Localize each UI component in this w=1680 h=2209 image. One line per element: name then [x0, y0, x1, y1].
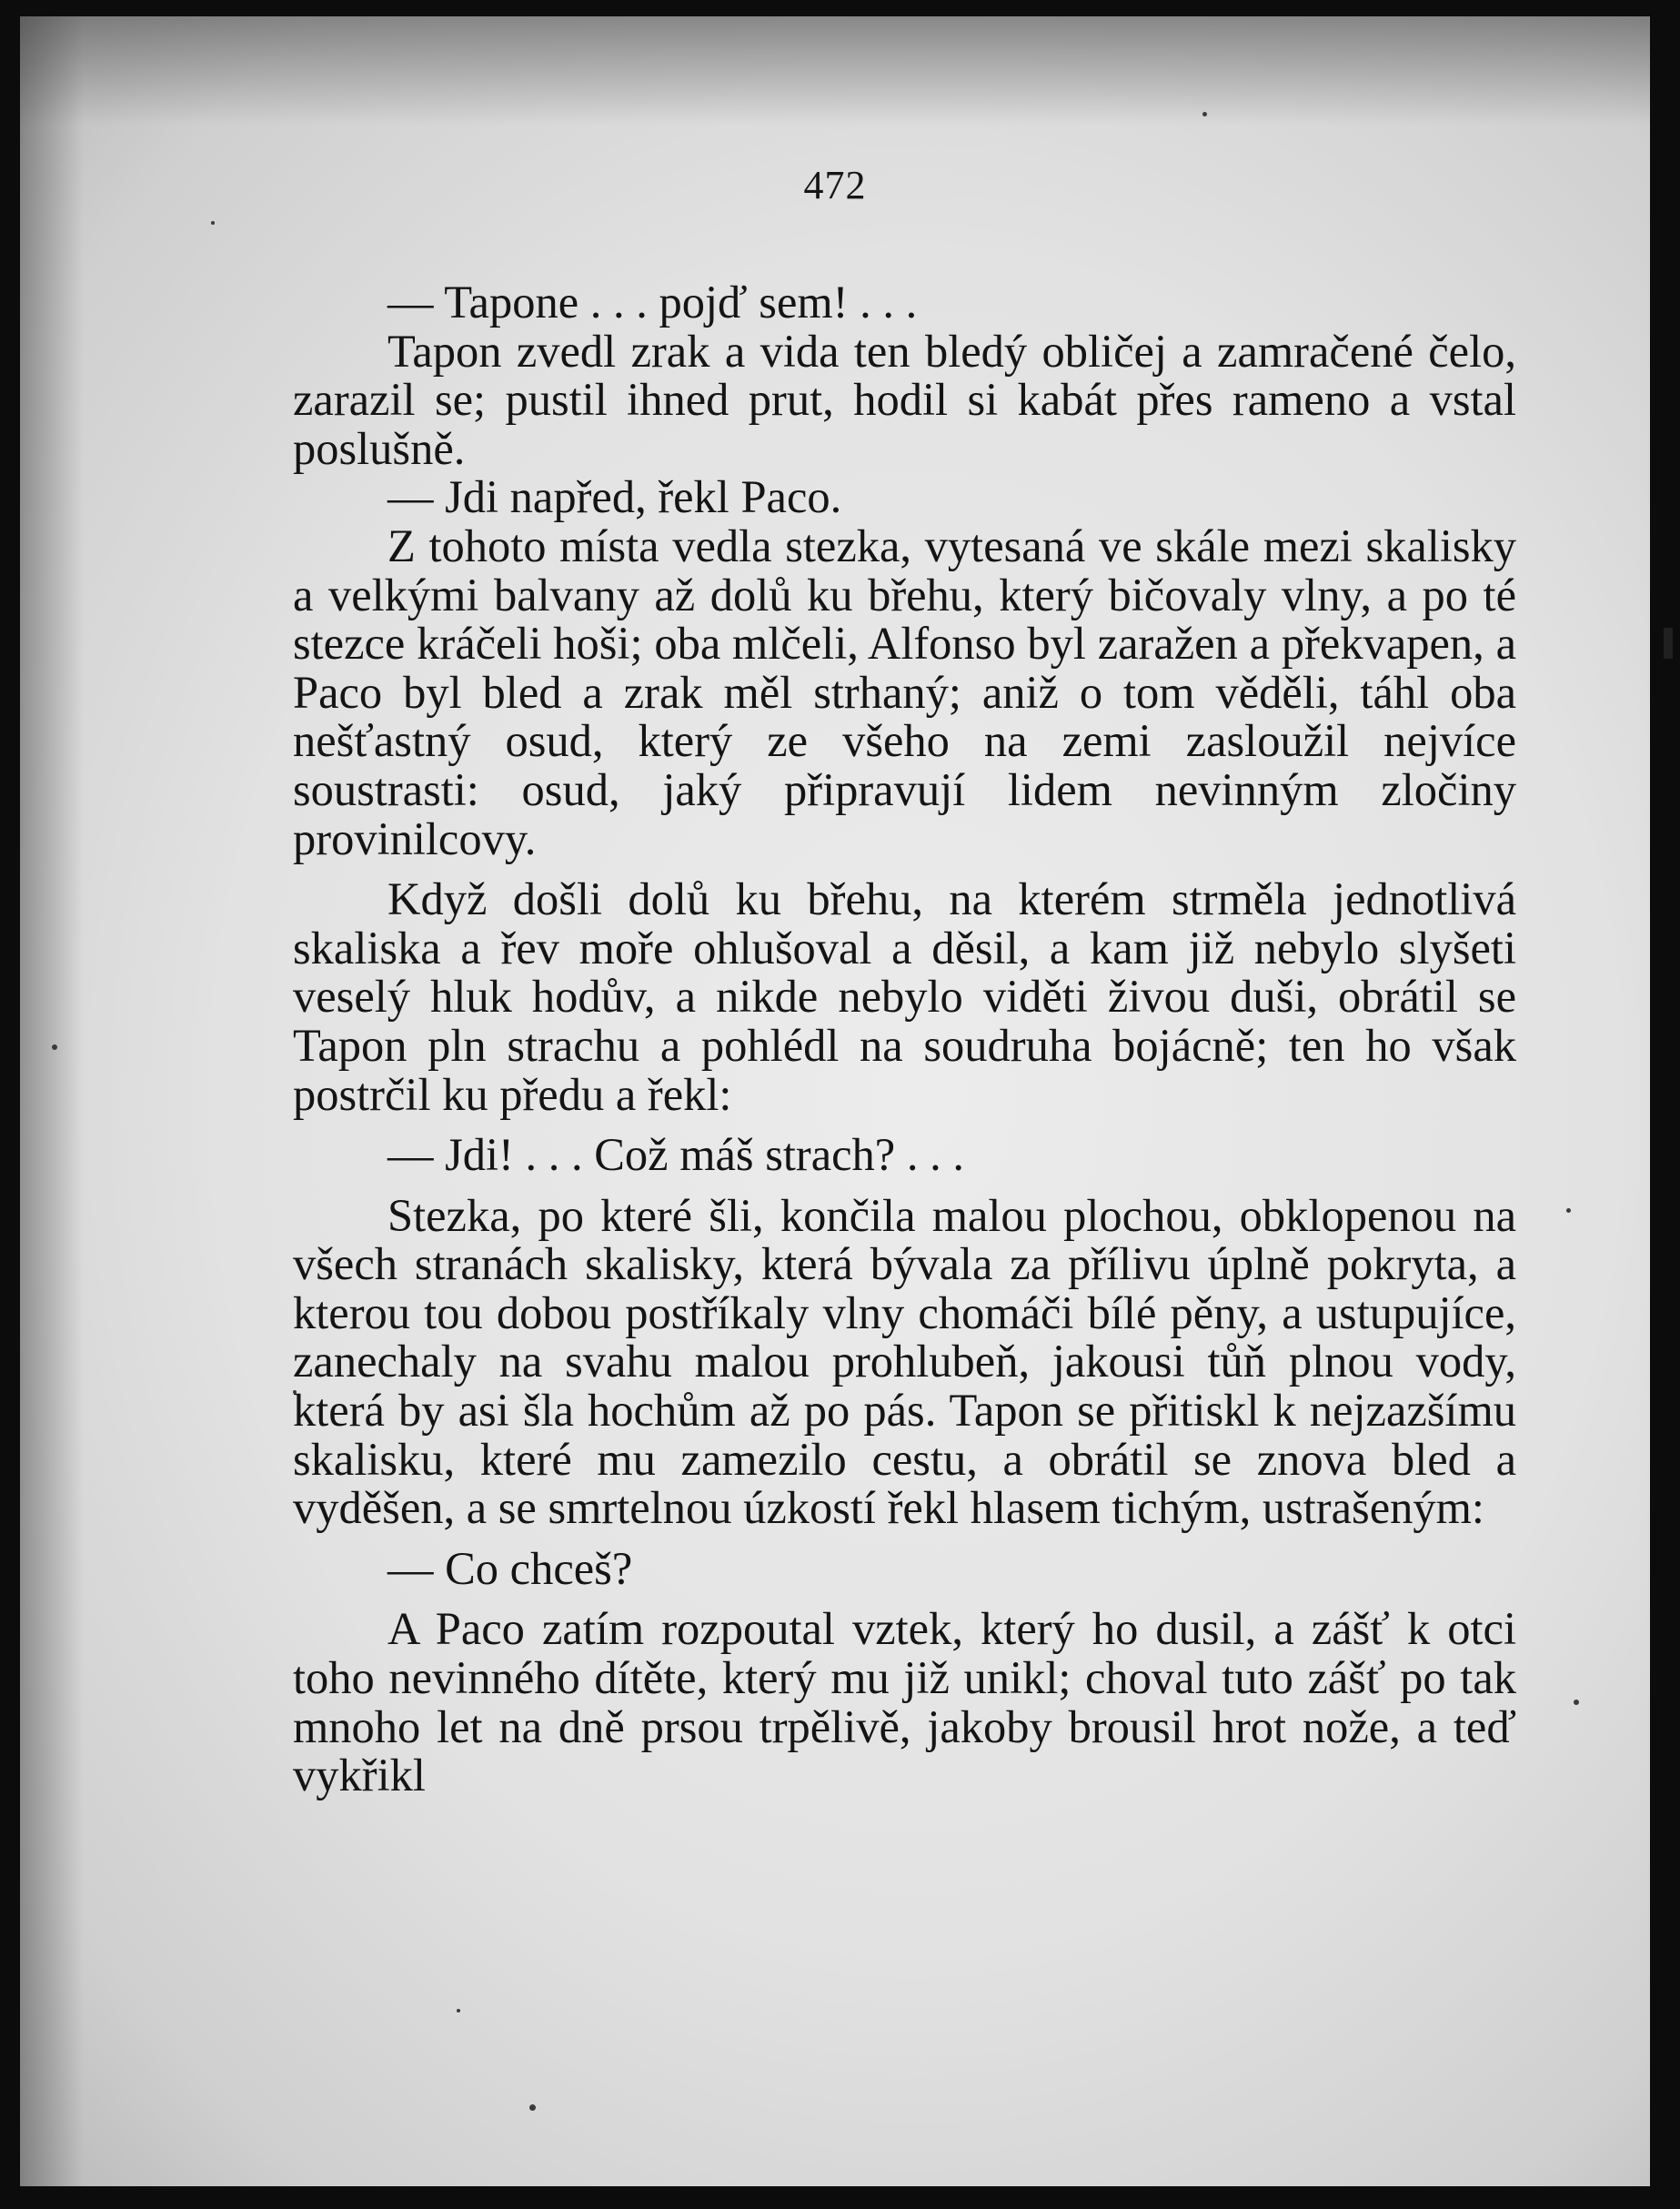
paragraph-dialogue-2: — Jdi napřed, řekl Paco. — [387, 471, 842, 523]
paragraph-2: Z tohoto místa vedla stezka, vytesaná ve skále mezi skalisky a velkými balvany až dolů ku břehu, který bičovaly vlny, a po té stezce kráčeli hoši; oba mlčeli, Alfonso byl zaražen a překvapen, a Paco byl bled a zrak měl strhaný; aniž o tom věděli, táhl oba nešťastný osud, který ze všeho na zemi zasloužil nejvíce soustrasti: osud, jaký připravují lidem nevinným zločiny provinilcovy. — [293, 519, 1516, 864]
paragraph-dialogue-3: — Jdi! . . . Což máš strach? . . . — [387, 1129, 964, 1181]
paragraph-5: A Paco zatím rozpoutal vztek, který ho dusil, a zášť k otci toho nevinného dítěte, který mu již unikl; choval tuto zášť po tak mnoho let na dně prsou trpělivě, jakoby brousil hrot nože, a teď vykřikl — [293, 1603, 1516, 1801]
paragraph-dialogue-4: — Co chceš? — [387, 1542, 633, 1594]
paper-speck — [1202, 112, 1207, 116]
paper-speck — [529, 2104, 536, 2111]
book-page — [20, 16, 1650, 2186]
paper-speck — [1574, 1700, 1579, 1705]
paper-speck — [211, 221, 215, 225]
page-number: 472 — [803, 163, 867, 207]
paragraph-dialogue-1: — Tapone . . . pojď sem! . . . — [387, 277, 918, 328]
body-text — [293, 278, 1516, 1800]
paragraph-4: Stezka, po které šli, končila malou plochou, obklopenou na všech stranách skalisky, která bývala za přílivu úplně pokryta, a kterou tou dobou postříkaly vlny chomáči bílé pěny, a ustupujíce, zanechaly na svahu malou prohlubeň, jakousi tůň plnou vody, která by asi šla hochům až po pás. Tapon se přitiskl k nejzazšímu skalisku, které mu zamezilo cestu, a obrátil se znova bled a vyděšen, a se smrtelnou úzkostí řekl hlasem tichým, ustrašeným: — [293, 1189, 1516, 1534]
paragraph-1: Tapon zvedl zrak a vida ten bledý obličej a zamračené čelo, zarazil se; pustil ihned prut, hodil si kabát přes rameno a vstal poslušně. — [293, 325, 1516, 474]
paper-speck — [1566, 1208, 1571, 1213]
paragraph-3: Když došli dolů ku břehu, na kterém strměla jednotlivá skaliska a řev moře ohlušoval a děsil, a kam již nebylo slyšeti veselý hluk hodův, a nikde nebylo viděti živou duši, obrátil se Tapon pln strachu a pohlédl na soudruha bojácně; ten ho však postrčil ku předu a řekl: — [293, 873, 1516, 1120]
binding-edge-mark — [1664, 628, 1673, 659]
paper-speck — [457, 2009, 460, 2012]
paper-speck — [52, 1044, 57, 1050]
